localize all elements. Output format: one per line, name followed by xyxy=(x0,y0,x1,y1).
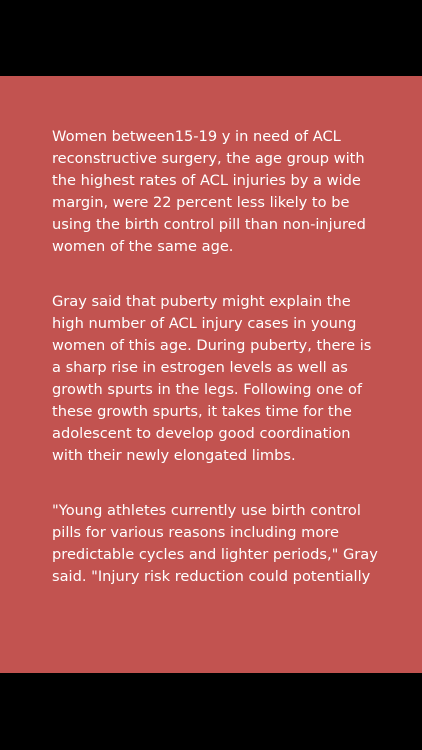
article-paragraph-1: Women between15-19 y in need of ACL reconstructive surgery, the age group with the highest rates of ACL injuries by a wide margin, were 22 percent less likely to be using the birth control pill than non-injured women of the same age. xyxy=(52,128,366,255)
bottom-black-bar xyxy=(0,673,422,750)
top-black-bar xyxy=(0,0,422,76)
article-paragraph-3: "Young athletes currently use birth control pills for various reasons including more predictable cycles and lighter periods," Gray said. "Injury risk reduction could potentially xyxy=(52,502,378,585)
article-panel[interactable] xyxy=(0,76,422,673)
article-paragraph-2: Gray said that puberty might explain the high number of ACL injury cases in young women of this age. During puberty, there is a sharp rise in estrogen levels as well as growth spurts in the legs. Following one of these growth spurts, it takes time for the adolescent to develop good coordination with their newly elongated limbs. xyxy=(52,293,372,464)
article-text xyxy=(52,126,382,621)
